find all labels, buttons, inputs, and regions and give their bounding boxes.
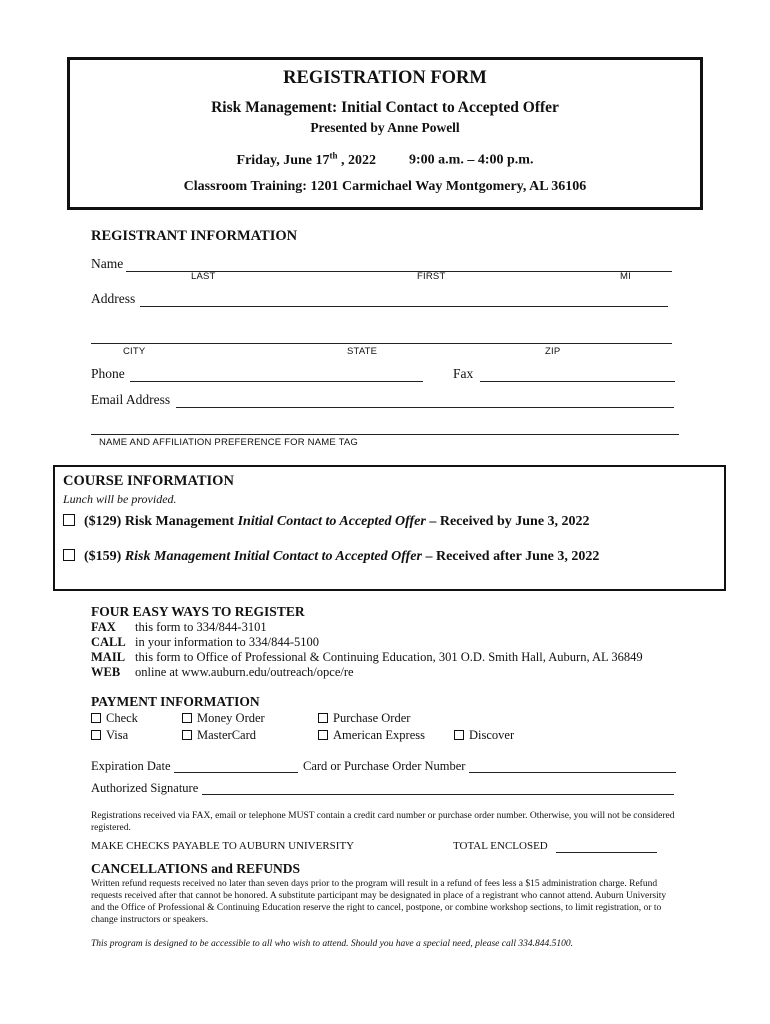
register-way-call: CALL in your information to 334/844-5100 <box>91 635 320 649</box>
address-sub-state: STATE <box>347 346 378 357</box>
date: Friday, June 17th , 2022 <box>236 150 377 168</box>
pay-purchase-order[interactable]: Purchase Order <box>318 711 410 726</box>
pay-visa-checkbox[interactable] <box>91 730 101 740</box>
course-heading: COURSE INFORMATION <box>63 473 234 489</box>
card-po-field[interactable] <box>469 772 676 773</box>
name-tag-sub: NAME AND AFFILIATION PREFERENCE FOR NAME TAG <box>99 437 359 448</box>
name-sub-last: LAST <box>191 271 216 282</box>
pay-money-order-checkbox[interactable] <box>182 713 192 723</box>
presenter: Presented by Anne Powell <box>310 120 460 135</box>
address-sub-city: CITY <box>123 346 146 357</box>
pay-visa[interactable]: Visa <box>91 728 128 743</box>
payment-heading: PAYMENT INFORMATION <box>91 694 260 709</box>
signature-label: Authorized Signature <box>91 781 199 795</box>
fax-label: Fax <box>453 366 474 381</box>
pay-discover-checkbox[interactable] <box>454 730 464 740</box>
name-tag-field[interactable] <box>91 434 679 435</box>
course-option-159[interactable]: ($159) Risk Management Initial Contact to Accepted Offer – Received after June 3, 2022 <box>63 549 599 565</box>
name-label: Name <box>91 256 124 271</box>
course-option-159-checkbox[interactable] <box>63 549 75 561</box>
register-way-web: WEB online at www.auburn.edu/outreach/opce/re <box>91 665 354 679</box>
expiration-label: Expiration Date <box>91 759 171 773</box>
header-box <box>67 57 703 210</box>
phone-label: Phone <box>91 366 125 381</box>
total-field[interactable] <box>556 852 657 853</box>
lunch-note: Lunch will be provided. <box>63 492 177 506</box>
payable-note: MAKE CHECKS PAYABLE TO AUBURN UNIVERSITY <box>91 840 355 852</box>
course-option-129[interactable]: ($129) Risk Management Initial Contact to Accepted Offer – Received by June 3, 2022 <box>63 514 590 530</box>
form-title: REGISTRATION FORM <box>283 68 487 88</box>
register-way-mail: MAIL this form to Office of Professional & Continuing Education, 301 O.D. Smith Hall, Auburn, AL 36849 <box>91 650 643 664</box>
accessibility-note: This program is designed to be accessible to all who wish to attend. Should you have a special need, please call 334.844.5100. <box>91 939 573 949</box>
fax-field[interactable] <box>480 381 675 382</box>
register-way-fax: FAX this form to 334/844-3101 <box>91 620 267 634</box>
location: Classroom Training: 1201 Carmichael Way Montgomery, AL 36106 <box>183 179 587 194</box>
registrant-heading: REGISTRANT INFORMATION <box>91 228 298 244</box>
course-option-129-checkbox[interactable] <box>63 514 75 526</box>
pay-mastercard[interactable]: MasterCard <box>182 728 256 743</box>
pay-check-checkbox[interactable] <box>91 713 101 723</box>
date-time <box>70 150 700 169</box>
email-field[interactable] <box>176 407 674 408</box>
email-label: Email Address <box>91 392 171 407</box>
course-title: Risk Management: Initial Contact to Accepted Offer <box>211 99 559 116</box>
register-ways <box>91 620 643 680</box>
name-sub-first: FIRST <box>417 271 446 282</box>
address-line-2-field[interactable] <box>91 343 672 344</box>
phone-field[interactable] <box>130 381 423 382</box>
pay-discover[interactable]: Discover <box>454 728 514 743</box>
pay-purchase-order-checkbox[interactable] <box>318 713 328 723</box>
address-label: Address <box>91 291 136 306</box>
signature-field[interactable] <box>202 794 674 795</box>
cancellations-heading: CANCELLATIONS and REFUNDS <box>91 861 301 876</box>
cancellations-text: Written refund requests received no later than seven days prior to the program will result in a refund of fees less a $15 administration charge. Refund requests received after that cannot be honored. A substitute participant may be designated in place of a registrant who cannot attend. Auburn University and the Office of Professional & Continuing Education reserve the right to cancel, postpone, or combine workshop sections, to limit registration, or to change instructors or speakers. <box>91 879 667 925</box>
address-field[interactable] <box>140 306 668 307</box>
pay-check[interactable]: Check <box>91 711 138 726</box>
course-box <box>53 465 726 591</box>
payment-notice: Registrations received via FAX, email or telephone MUST contain a credit card number or purchase order number. Otherwise, you will not be considered registered. <box>91 811 675 833</box>
pay-amex-checkbox[interactable] <box>318 730 328 740</box>
name-sub-mi: MI <box>620 271 631 282</box>
register-heading: FOUR EASY WAYS TO REGISTER <box>91 604 305 619</box>
card-po-label: Card or Purchase Order Number <box>303 759 466 773</box>
address-sub-zip: ZIP <box>545 346 561 357</box>
pay-money-order[interactable]: Money Order <box>182 711 265 726</box>
total-label: TOTAL ENCLOSED <box>453 840 548 852</box>
time: 9:00 a.m. – 4:00 p.m. <box>409 152 534 168</box>
pay-mastercard-checkbox[interactable] <box>182 730 192 740</box>
pay-amex[interactable]: American Express <box>318 728 425 743</box>
expiration-field[interactable] <box>174 772 298 773</box>
